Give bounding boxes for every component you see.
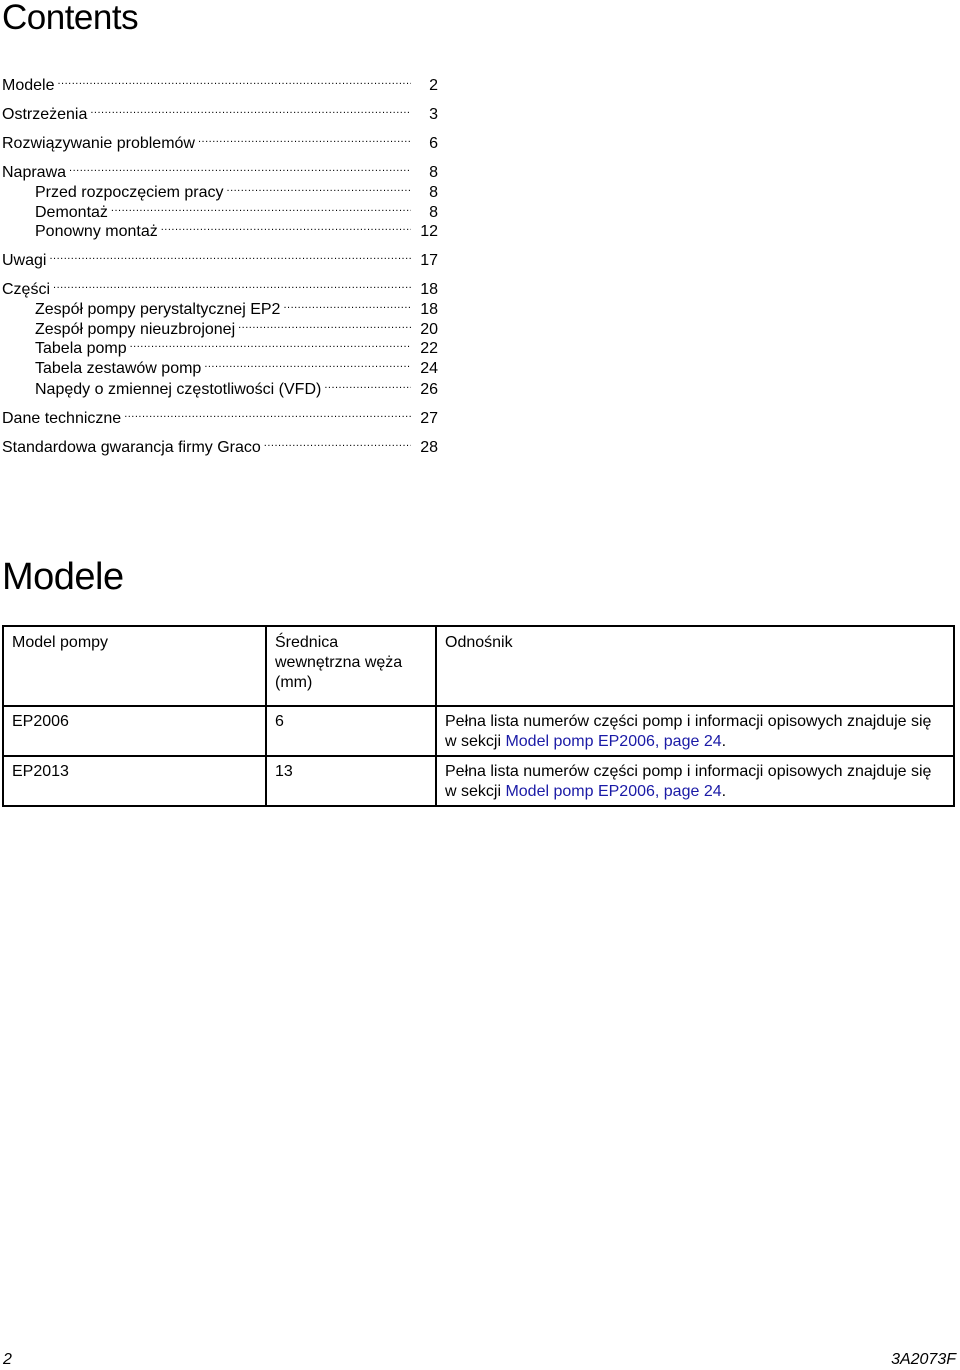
reference-text: Pełna lista numerów części pomp i informacji opisowych znajduje się w sekcji: [445, 713, 932, 750]
toc-entry-label: Tabela pomp: [35, 340, 127, 357]
toc-entry-label: Standardowa gwarancja firmy Graco: [2, 439, 261, 456]
toc-leader: [198, 128, 411, 148]
table-row: [3, 706, 954, 756]
toc-entry[interactable]: [2, 157, 438, 181]
table-row: [3, 756, 954, 806]
toc-subentry[interactable]: [2, 177, 438, 201]
toc-entry[interactable]: [2, 99, 438, 123]
toc-leader: [49, 245, 411, 265]
toc-entry-label: Demontaż: [35, 204, 108, 221]
toc-leader: [204, 353, 411, 373]
toc-leader: [324, 374, 411, 394]
toc-subentry[interactable]: [2, 314, 438, 338]
table-header-row: [3, 626, 954, 706]
toc-entry-page: 8: [429, 204, 438, 221]
toc-subentry[interactable]: [2, 333, 438, 357]
toc-entry-label: Zespół pompy nieuzbrojonej: [35, 321, 236, 338]
toc-leader: [130, 333, 411, 353]
modele-section-title: Modele: [2, 556, 124, 598]
toc-leader: [238, 314, 411, 334]
toc-entry[interactable]: [2, 432, 438, 456]
toc-entry-page: 8: [429, 184, 438, 201]
column-header-diameter-label: Średnica wewnętrzna węża (mm): [275, 634, 403, 691]
toc-leader: [124, 403, 411, 423]
cell-reference: [436, 756, 954, 806]
toc-entry-label: Części: [2, 281, 51, 298]
toc-entry-page: 27: [420, 410, 438, 427]
toc-leader: [161, 216, 411, 236]
cell-model: EP2013: [3, 756, 266, 806]
cell-reference: [436, 706, 954, 756]
column-header-model: Model pompy: [3, 626, 266, 706]
toc-entry-page: 24: [420, 360, 438, 377]
toc-leader: [264, 432, 411, 452]
toc-entry-label: Modele: [2, 77, 55, 94]
toc-entry-label: Tabela zestawów pomp: [35, 360, 202, 377]
toc-entry-page: 28: [420, 439, 438, 456]
models-table: [2, 625, 955, 807]
toc-entry-label: Zespół pompy perystaltycznej EP2: [35, 301, 281, 318]
toc-entry-page: 17: [420, 252, 438, 269]
toc-entry-label: Naprawa: [2, 164, 67, 181]
toc-entry-label: Napędy o zmiennej częstotliwości (VFD): [35, 381, 322, 398]
toc-subentry[interactable]: [2, 294, 438, 318]
toc-leader: [283, 294, 411, 314]
toc-subentry[interactable]: [2, 197, 438, 221]
toc-leader: [90, 99, 411, 119]
toc-leader: [53, 274, 411, 294]
toc-entry-label: Przed rozpoczęciem pracy: [35, 184, 224, 201]
toc-entry-page: 20: [420, 321, 438, 338]
toc-entry-page: 22: [420, 340, 438, 357]
cell-model: EP2006: [3, 706, 266, 756]
column-header-reference: Odnośnik: [436, 626, 954, 706]
toc-subentry[interactable]: [2, 216, 438, 240]
toc-entry-page: 8: [429, 164, 438, 181]
toc-entry[interactable]: [2, 128, 438, 152]
footer-document-code: 3A2073F: [891, 1351, 956, 1368]
toc-entry-page: 2: [429, 77, 438, 94]
toc-entry-page: 18: [420, 281, 438, 298]
cell-diameter: 6: [266, 706, 436, 756]
toc-entry-page: 3: [429, 106, 438, 123]
toc-leader: [69, 157, 411, 177]
reference-end: .: [721, 733, 727, 750]
toc-entry-label: Uwagi: [2, 252, 47, 269]
toc-leader: [57, 70, 411, 90]
toc-subentry[interactable]: [2, 374, 438, 398]
reference-end: .: [721, 783, 727, 800]
toc-leader: [111, 197, 411, 217]
toc-entry-page: 26: [420, 381, 438, 398]
toc-entry[interactable]: [2, 245, 438, 269]
contents-title: Contents: [2, 0, 139, 37]
reference-text: Pełna lista numerów części pomp i informacji opisowych znajduje się w sekcji: [445, 763, 932, 800]
footer-page-number: 2: [3, 1351, 12, 1368]
toc-leader: [227, 177, 411, 197]
toc-entry-page: 18: [420, 301, 438, 318]
reference-link[interactable]: Model pomp EP2006, page 24: [505, 733, 722, 750]
toc-entry-label: Ponowny montaż: [35, 223, 158, 240]
cell-diameter: 13: [266, 756, 436, 806]
toc-entry-label: Dane techniczne: [2, 410, 122, 427]
toc-entry[interactable]: [2, 274, 438, 298]
reference-link[interactable]: Model pomp EP2006, page 24: [505, 783, 722, 800]
column-header-diameter: [266, 626, 436, 706]
toc-entry-label: Rozwiązywanie problemów: [2, 135, 195, 152]
toc-entry-page: 12: [420, 223, 438, 240]
toc-entry[interactable]: [2, 403, 438, 427]
toc-subentry[interactable]: [2, 353, 438, 377]
toc-entry-label: Ostrzeżenia: [2, 106, 88, 123]
toc-entry-page: 6: [429, 135, 438, 152]
toc-entry[interactable]: [2, 70, 438, 94]
